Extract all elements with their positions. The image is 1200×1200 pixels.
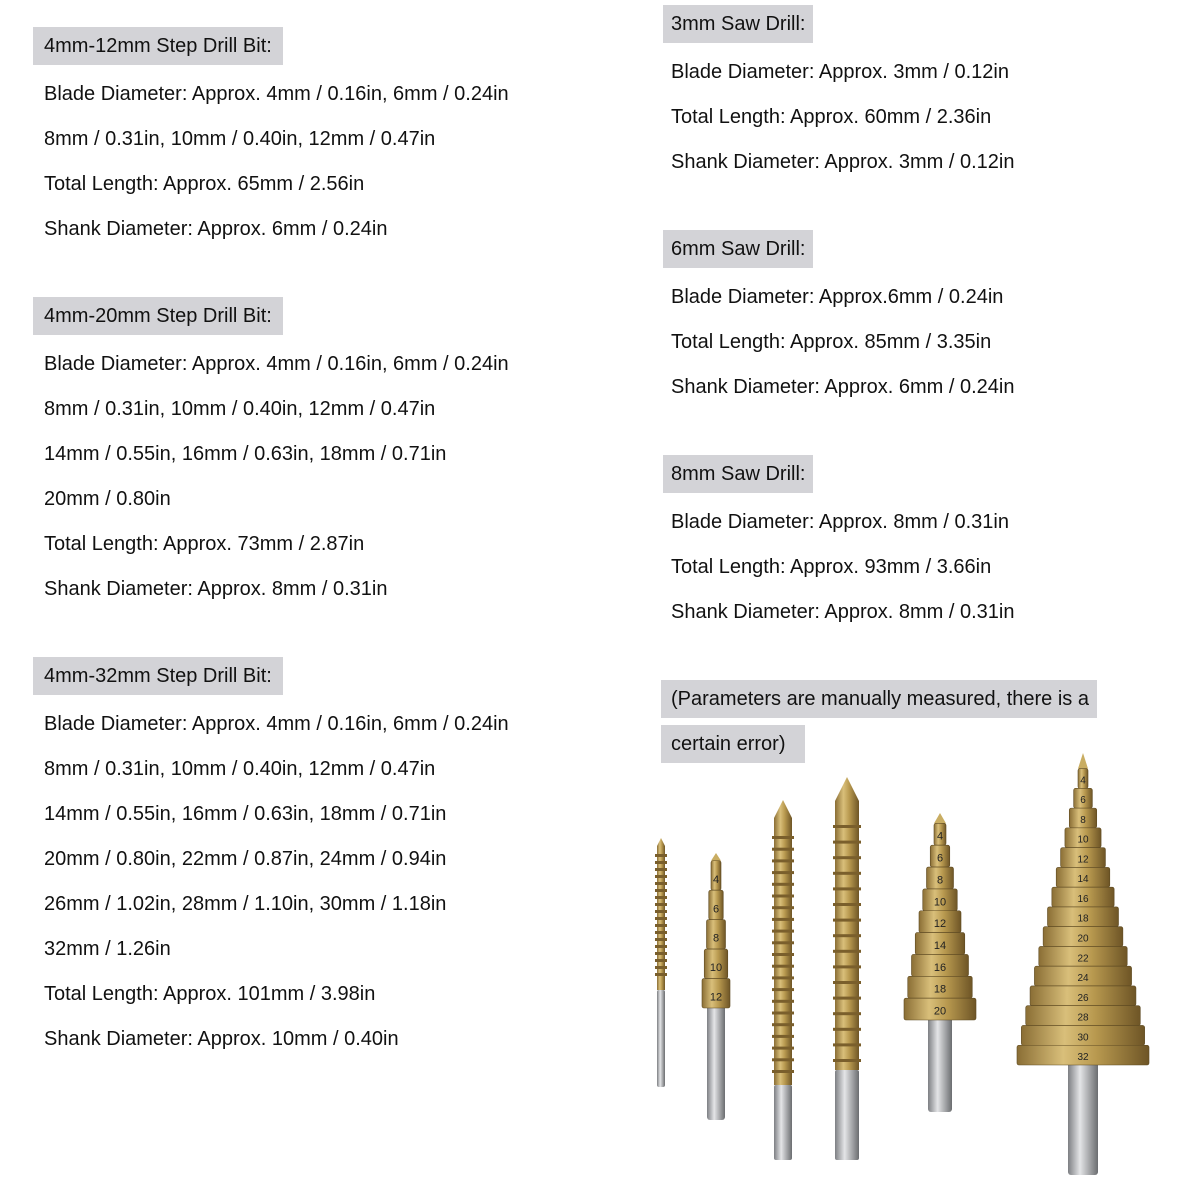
step-drill-4-32-step-label: 20: [1077, 933, 1089, 945]
spec-line: 14mm / 0.55in, 16mm / 0.63in, 18mm / 0.71in: [44, 443, 447, 465]
step-drill-4-32-step-label: 4: [1080, 775, 1086, 787]
spec-line: 20mm / 0.80in, 22mm / 0.87in, 24mm / 0.94in: [44, 848, 447, 870]
section-title: 4mm-20mm Step Drill Bit:: [33, 297, 283, 335]
step-drill-4-32-step-label: 14: [1077, 874, 1089, 886]
step-drill-4-32-step-label: 10: [1077, 834, 1089, 846]
spec-line: Shank Diameter: Approx. 6mm / 0.24in: [44, 218, 388, 240]
step-drill-4-32-step-label: 6: [1080, 795, 1086, 807]
spec-line: Blade Diameter: Approx.6mm / 0.24in: [671, 286, 1004, 308]
step-drill-4-32-step-label: 22: [1077, 953, 1089, 965]
spec-line: Shank Diameter: Approx. 3mm / 0.12in: [671, 151, 1015, 173]
saw-drill-3mm-tooth: [655, 910, 667, 913]
saw-drill-8mm-tooth: [833, 950, 861, 953]
saw-drill-6mm-tooth: [772, 848, 794, 851]
step-drill-4-20-shank: [928, 1016, 952, 1112]
spec-line: Blade Diameter: Approx. 8mm / 0.31in: [671, 511, 1009, 533]
saw-drill-6mm-tooth: [772, 883, 794, 886]
step-drill-4-32-step-label: 30: [1077, 1032, 1089, 1044]
step-drill-4-12-step-label: 8: [712, 932, 720, 945]
section-title: 6mm Saw Drill:: [663, 230, 813, 268]
section-title: 4mm-12mm Step Drill Bit:: [33, 27, 283, 65]
section-step-drill-4-20: [44, 297, 509, 612]
spec-line: 14mm / 0.55in, 16mm / 0.63in, 18mm / 0.71in: [44, 803, 447, 825]
spec-line: 20mm / 0.80in: [44, 488, 171, 510]
step-drill-4-32-step-label: 16: [1077, 893, 1089, 905]
saw-drill-8mm-tooth: [833, 965, 861, 968]
spec-line: Blade Diameter: Approx. 4mm / 0.16in, 6mm / 0.24in: [44, 353, 509, 375]
step-drill-4-12-step-label: 10: [709, 962, 723, 975]
saw-drill-6mm-tooth: [772, 1012, 794, 1015]
saw-drill-8mm-tooth: [833, 1043, 861, 1046]
spec-line: 8mm / 0.31in, 10mm / 0.40in, 12mm / 0.47in: [44, 128, 436, 150]
saw-drill-3mm-tooth: [655, 938, 667, 941]
drill-bits-photo: [620, 740, 1180, 1190]
saw-drill-3mm-tooth: [655, 959, 667, 962]
step-drill-4-32-step-label: 18: [1077, 913, 1089, 925]
spec-line: Total Length: Approx. 93mm / 3.66in: [671, 556, 992, 578]
saw-drill-8mm-tooth: [833, 1028, 861, 1031]
saw-drill-8mm-tooth: [833, 887, 861, 890]
spec-line: Shank Diameter: Approx. 6mm / 0.24in: [671, 376, 1015, 398]
step-drill-4-20-step-label: 14: [933, 939, 947, 952]
step-drill-4-20-step-label: 8: [936, 874, 944, 887]
saw-drill-3mm-tooth: [655, 966, 667, 969]
spec-line: Total Length: Approx. 60mm / 2.36in: [671, 106, 992, 128]
saw-drill-6mm-tooth: [772, 1035, 794, 1038]
step-drill-4-20-step-label: 20: [933, 1005, 947, 1018]
step-drill-4-20-step-label: 18: [933, 983, 947, 996]
spec-line: 8mm / 0.31in, 10mm / 0.40in, 12mm / 0.47in: [44, 398, 436, 420]
saw-drill-8mm-tooth: [833, 1012, 861, 1015]
step-drill-4-12-tip: [711, 853, 721, 861]
spec-line: 32mm / 1.26in: [44, 938, 171, 960]
saw-drill-6mm-tooth: [772, 1070, 794, 1073]
saw-drill-3mm-tooth: [655, 854, 667, 857]
step-drill-4-12-shank: [707, 1004, 725, 1120]
saw-drill-3mm-tooth: [655, 868, 667, 871]
spec-line: Shank Diameter: Approx. 8mm / 0.31in: [671, 601, 1015, 623]
step-drill-4-32-step-label: 12: [1077, 854, 1089, 866]
saw-drill-6mm-shank: [774, 1085, 792, 1160]
step-drill-4-12-step-label: 4: [712, 873, 720, 886]
saw-drill-8mm-tooth: [833, 856, 861, 859]
saw-drill-6mm-tooth: [772, 918, 794, 921]
saw-drill-3mm-shank: [657, 990, 665, 1087]
saw-drill-6mm-tooth: [772, 1047, 794, 1050]
step-drill-4-20-tip: [934, 813, 946, 823]
step-drill-4-32-step-label: 26: [1077, 992, 1089, 1004]
saw-drill-3mm-tooth: [655, 917, 667, 920]
saw-drill-6mm-tooth: [772, 941, 794, 944]
saw-drill-3mm-tooth: [655, 945, 667, 948]
spec-line: Total Length: Approx. 85mm / 3.35in: [671, 331, 992, 353]
saw-drill-6mm-tooth: [772, 976, 794, 979]
spec-line: Shank Diameter: Approx. 8mm / 0.31in: [44, 578, 388, 600]
step-drill-4-20-step-label: 12: [933, 918, 947, 931]
section-saw-drill-3: [671, 5, 1015, 185]
section-title: 8mm Saw Drill:: [663, 455, 813, 493]
step-drill-4-20-step-label: 6: [936, 852, 944, 865]
step-drill-4-32-tip: [1078, 753, 1088, 769]
saw-drill-6mm-tooth: [772, 906, 794, 909]
step-drill-4-20-step-label: 16: [933, 961, 947, 974]
saw-drill-6mm-tooth: [772, 965, 794, 968]
step-drill-4-12-step-label: 12: [709, 991, 723, 1004]
step-drill-4-32-step-label: 24: [1077, 973, 1089, 985]
saw-drill-8mm-tooth: [833, 934, 861, 937]
saw-drill-3mm-tooth: [655, 952, 667, 955]
step-drill-4-32-step-label: 28: [1077, 1012, 1089, 1024]
saw-drill-6mm-tooth: [772, 836, 794, 839]
spec-line: Blade Diameter: Approx. 4mm / 0.16in, 6mm / 0.24in: [44, 713, 509, 735]
saw-drill-8mm-tooth: [833, 903, 861, 906]
saw-drill-6mm-tooth: [772, 871, 794, 874]
step-drill-4-12-step-label: 6: [712, 903, 720, 916]
saw-drill-6mm-tooth: [772, 895, 794, 898]
spec-line: Total Length: Approx. 65mm / 2.56in: [44, 173, 365, 195]
step-drill-4-32-step-label: 8: [1080, 814, 1086, 826]
saw-drill-8mm-tooth: [833, 1059, 861, 1062]
step-drill-4-32-shank: [1068, 1061, 1098, 1175]
saw-drill-3mm-tooth: [655, 861, 667, 864]
spec-line: Blade Diameter: Approx. 4mm / 0.16in, 6mm / 0.24in: [44, 83, 509, 105]
spec-line: Total Length: Approx. 73mm / 2.87in: [44, 533, 365, 555]
saw-drill-6mm-tooth: [772, 953, 794, 956]
note-line-2: certain error): [661, 725, 805, 763]
spec-line: 26mm / 1.02in, 28mm / 1.10in, 30mm / 1.18in: [44, 893, 447, 915]
saw-drill-3mm-tooth: [655, 931, 667, 934]
saw-drill-8mm-tooth: [833, 981, 861, 984]
saw-drill-8mm-tooth: [833, 841, 861, 844]
saw-drill-8mm-blade: [835, 777, 859, 1070]
saw-drill-8mm-tooth: [833, 825, 861, 828]
saw-drill-6mm-tooth: [772, 988, 794, 991]
note-line-1: (Parameters are manually measured, there is a: [661, 680, 1097, 718]
saw-drill-6mm-tooth: [772, 1058, 794, 1061]
saw-drill-3mm-tooth: [655, 973, 667, 976]
section-saw-drill-6: [671, 230, 1015, 410]
saw-drill-3mm-tooth: [655, 903, 667, 906]
saw-drill-3mm-tooth: [655, 924, 667, 927]
saw-drill-6mm-tooth: [772, 1000, 794, 1003]
saw-drill-3mm-tooth: [655, 882, 667, 885]
section-saw-drill-8: [671, 455, 1015, 635]
saw-drill-8mm-shank: [835, 1070, 859, 1160]
saw-drill-3mm-tooth: [655, 889, 667, 892]
section-title: 4mm-32mm Step Drill Bit:: [33, 657, 283, 695]
step-drill-4-20-step-label: 10: [933, 896, 947, 909]
saw-drill-8mm-tooth: [833, 872, 861, 875]
spec-line: Blade Diameter: Approx. 3mm / 0.12in: [671, 61, 1009, 83]
saw-drill-6mm-tooth: [772, 930, 794, 933]
saw-drill-8mm-tooth: [833, 919, 861, 922]
spec-line: Shank Diameter: Approx. 10mm / 0.40in: [44, 1028, 399, 1050]
section-step-drill-4-32: [44, 657, 509, 1062]
saw-drill-6mm-tooth: [772, 1023, 794, 1026]
step-drill-4-32-step-label: 32: [1077, 1052, 1089, 1064]
saw-drill-3mm-tooth: [655, 875, 667, 878]
section-title: 3mm Saw Drill:: [663, 5, 813, 43]
spec-line: 8mm / 0.31in, 10mm / 0.40in, 12mm / 0.47in: [44, 758, 436, 780]
step-drill-4-20-step-label: 4: [936, 830, 944, 843]
saw-drill-8mm-tooth: [833, 997, 861, 1000]
saw-drill-3mm-tooth: [655, 896, 667, 899]
section-step-drill-4-12: [44, 27, 509, 252]
saw-drill-6mm-tooth: [772, 859, 794, 862]
spec-line: Total Length: Approx. 101mm / 3.98in: [44, 983, 376, 1005]
